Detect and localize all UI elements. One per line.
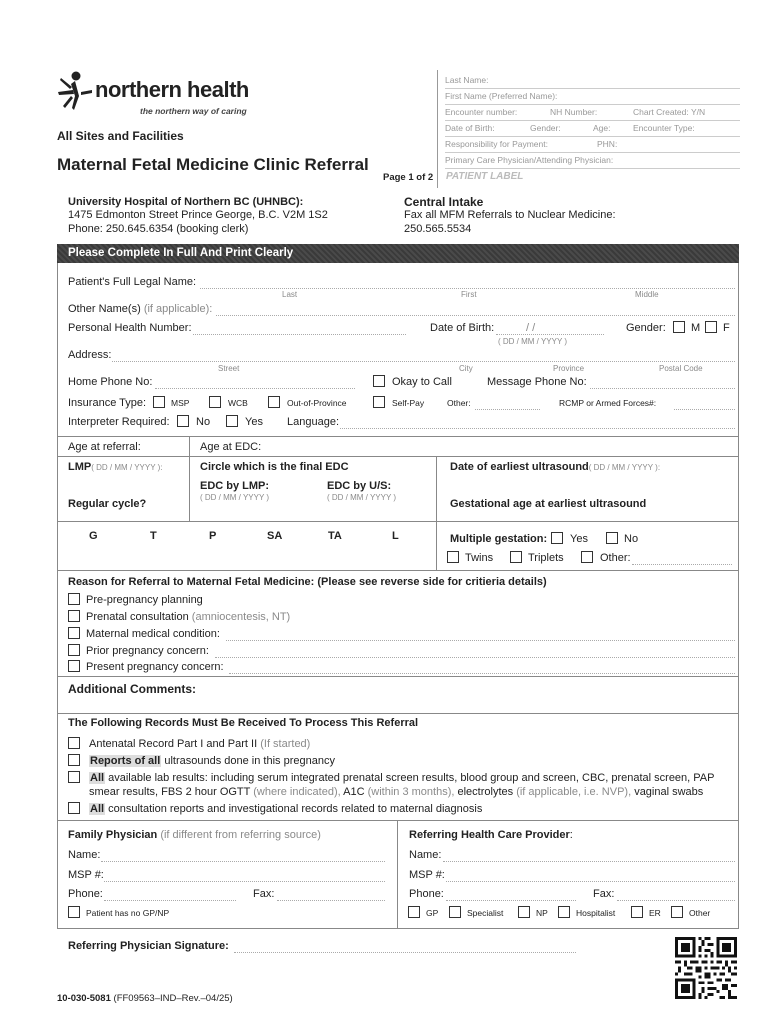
gestational-age-label: Gestational age at earliest ultrasound [450,498,647,510]
reason-prior-field[interactable] [215,657,735,658]
rcmp-field[interactable] [674,409,735,410]
instructions-banner-text: Please Complete In Full And Print Clearly [68,247,294,259]
reason-maternal-checkbox[interactable] [68,627,80,639]
first-name-caption: First [461,290,477,299]
multiple-yes-checkbox[interactable] [551,532,563,544]
no-gp-label: Patient has no GP/NP [86,908,170,918]
page-number: Page 1 of 2 [383,172,434,183]
address-label: Address: [68,349,112,361]
signature-field[interactable] [234,952,576,953]
edc-lmp-format: ( DD / MM / YYYY ) [200,493,270,502]
referring-name-label: Name: [409,849,442,861]
label-nh-number: NH Number: [550,107,598,117]
record-ultrasound-label [89,755,335,767]
multiple-gestation-label: Multiple gestation: [450,533,548,545]
referring-other-label: Other [689,908,711,918]
dob-label: Date of Birth: [430,322,495,334]
family-fax-field[interactable] [277,900,385,901]
twins-label: Twins [465,552,494,564]
gender-m-checkbox[interactable] [673,321,685,333]
label-encounter-type: Encounter Type: [633,123,695,133]
self-pay-label: Self-Pay [392,398,425,408]
other-names-note: (if applicable): [143,303,213,315]
central-intake-title: Central Intake [404,195,484,209]
insurance-other-label: Other: [447,398,471,408]
gender-f-label: F [723,322,730,334]
family-fax-label: Fax: [253,888,275,900]
label-age: Age: [593,123,611,133]
edc-lmp-label: EDC by LMP: [200,480,270,492]
record-antenatal-note: (If started) [260,738,311,750]
gtpal-ta: TA [328,530,342,542]
label-first-name: First Name (Preferred Name): [445,91,558,101]
wcb-label: WCB [228,398,248,408]
reason-maternal-field[interactable] [226,640,735,641]
lmp-format: ( DD / MM / YYYY ): [91,463,163,472]
instructions-banner [57,244,739,263]
record-lab-electrolytes-note: (if applicable, i.e. NVP), [516,786,632,798]
family-physician-title [68,829,321,841]
self-pay-checkbox[interactable] [373,396,385,408]
referring-provider-title-text: Referring Health Care Provider [409,829,570,841]
reason-prenatal-note: (amniocentesis, NT) [191,611,291,623]
msp-label: MSP [171,398,190,408]
sites-label: All Sites and Facilities [57,129,184,143]
other-names-field[interactable] [216,315,735,316]
record-lab-label [89,772,714,784]
family-name-label: Name: [68,849,101,861]
multiple-no-checkbox[interactable] [606,532,618,544]
reason-prior-label: Prior pregnancy concern: [86,645,209,657]
record-antenatal-text: Antenatal Record Part I and Part II [89,738,258,750]
gender-f-checkbox[interactable] [705,321,717,333]
referring-er-checkbox[interactable] [631,906,643,918]
message-phone-field[interactable] [590,388,735,389]
record-lab-ogtt-note: (where indicated), [253,786,341,798]
record-lab-text: available lab results: including serum integrated prenatal screen results, blood group and screen, CBC, prenatal screen, PAP [108,772,715,784]
label-phn: PHN: [597,139,618,149]
referring-specialist-label: Specialist [467,908,504,918]
language-label: Language: [287,416,339,428]
home-phone-label: Home Phone No: [68,376,153,388]
referring-name-field[interactable] [443,861,735,862]
record-consultation-checkbox[interactable] [68,802,80,814]
record-lab-electrolytes: electrolytes [457,786,514,798]
referring-provider-title [409,829,573,841]
out-of-province-checkbox[interactable] [268,396,280,408]
label-last-name: Last Name: [445,75,489,85]
central-intake-fax: 250.565.5534 [404,223,472,235]
postal-caption: Postal Code [659,364,703,373]
label-encounter-number: Encounter number: [445,107,518,117]
logo-name: northern health [95,77,249,102]
edc-us-label: EDC by U/S: [327,480,392,492]
reason-present-label: Present pregnancy concern: [86,661,224,673]
physicians-divider [397,821,398,929]
gtpal-g: G [89,530,98,542]
referring-fax-label: Fax: [593,888,615,900]
age-referral-label: Age at referral: [68,441,141,453]
interpreter-no-label: No [196,416,211,428]
label-row-encounter [445,105,740,121]
dob-field[interactable] [496,334,604,335]
referring-gp-checkbox[interactable] [408,906,420,918]
record-lab-label-line2 [89,786,703,798]
province-caption: Province [553,364,585,373]
central-intake-fax-line: Fax all MFM Referrals to Nuclear Medicine: [404,209,616,221]
interpreter-label: Interpreter Required: [68,416,170,428]
label-row-last-name [445,72,740,89]
family-name-field[interactable] [101,861,385,862]
qr-code-icon [675,937,737,999]
home-phone-field[interactable] [155,388,355,389]
obstetric-col-divider-2 [436,456,437,571]
phn-field[interactable] [193,334,406,335]
record-lab-swabs: vaginal swabs [634,786,704,798]
triplets-label: Triplets [528,552,564,564]
form-title: Maternal Fetal Medicine Clinic Referral [57,155,369,174]
gtpal-p: P [209,530,217,542]
full-name-label: Patient's Full Legal Name: [68,276,197,288]
interpreter-no-checkbox[interactable] [177,415,189,427]
lmp-label [68,461,163,473]
label-dob: Date of Birth: [445,123,495,133]
label-row-dob [445,121,740,137]
regular-cycle-label: Regular cycle? [68,498,147,510]
reason-prenatal-label [86,611,290,623]
msp-checkbox[interactable] [153,396,165,408]
referring-specialist-checkbox[interactable] [449,906,461,918]
interpreter-yes-checkbox[interactable] [226,415,238,427]
multiple-other-label: Other: [600,552,631,564]
referring-other-checkbox[interactable] [671,906,683,918]
label-row-first-name [445,89,740,105]
form-code-number: 10-030-5081 [57,993,111,1004]
circle-edc-label: Circle which is the final EDC [200,461,349,473]
referring-phone-field[interactable] [446,900,576,901]
reason-prenatal-text: Prenatal consultation [86,611,189,623]
reason-pre-pregnancy-label: Pre-pregnancy planning [86,594,203,606]
twins-checkbox[interactable] [447,551,459,563]
record-consultation-text: consultation reports and investigational records related to maternal diagnosis [108,803,483,815]
out-of-province-label: Out-of-Province [287,398,347,408]
address-field[interactable] [112,361,735,362]
referring-np-label: NP [536,908,548,918]
record-lab-a1c-note: (within 3 months), [367,786,455,798]
middle-name-caption: Middle [635,290,659,299]
record-antenatal-label [89,738,310,750]
hospital-phone: Phone: 250.645.6354 (booking clerk) [68,223,249,235]
dob-format: ( DD / MM / YYYY ) [498,337,568,346]
insurance-other-field[interactable] [475,409,540,410]
record-consultation-label [89,803,482,815]
okay-to-call-checkbox[interactable] [373,375,385,387]
other-names-label [68,303,212,315]
record-ultrasound-text: ultrasounds done in this pregnancy [164,755,335,767]
record-ultrasound-emphasis: Reports of all [90,755,161,767]
family-physician-title-text: Family Physician [68,829,158,841]
triplets-checkbox[interactable] [510,551,522,563]
earliest-us-format: ( DD / MM / YYYY ): [588,463,661,472]
family-msp-field[interactable] [104,881,385,882]
record-lab-ogtt: smear results, FBS 2 hour OGTT [89,786,251,798]
family-phone-field[interactable] [104,900,236,901]
multiple-no-label: No [624,533,639,545]
obstetric-row-divider-2 [57,521,739,522]
referring-msp-label: MSP #: [409,869,445,881]
referring-provider-colon: : [569,829,573,841]
reason-prior-checkbox[interactable] [68,644,80,656]
message-phone-label: Message Phone No: [487,376,587,388]
patient-label-box [437,70,739,188]
wcb-checkbox[interactable] [209,396,221,408]
reason-maternal-label: Maternal medical condition: [86,628,220,640]
interpreter-yes-label: Yes [245,416,263,428]
records-title: The Following Records Must Be Received To Process This Referral [68,717,419,729]
record-lab-checkbox[interactable] [68,771,80,783]
form-revision: (FF09563–IND–Rev.–04/25) [113,993,233,1004]
multiple-other-field[interactable] [632,564,732,565]
logo-tagline: the northern way of caring [140,106,247,116]
record-ultrasound-checkbox[interactable] [68,754,80,766]
label-gender: Gender: [530,123,561,133]
phn-label: Personal Health Number: [68,322,192,334]
street-caption: Street [218,364,240,373]
referring-fax-field[interactable] [617,900,735,901]
form-code [57,993,233,1004]
northern-health-logo-icon [55,70,95,114]
referring-phone-label: Phone: [409,888,444,900]
edc-us-format: ( DD / MM / YYYY ) [327,493,397,502]
reason-prenatal-checkbox[interactable] [68,610,80,622]
signature-label: Referring Physician Signature: [68,940,229,952]
city-caption: City [459,364,473,373]
referring-msp-field[interactable] [446,881,735,882]
gtpal-sa: SA [267,530,283,542]
label-chart-created: Chart Created: Y/N [633,107,706,117]
record-lab-a1c: A1C [343,786,365,798]
reason-title: Reason for Referral to Maternal Fetal Medicine: (Please see reverse side for critieria details) [68,576,547,588]
full-name-field[interactable] [200,288,735,289]
okay-to-call-label: Okay to Call [392,376,452,388]
multiple-other-checkbox[interactable] [581,551,593,563]
referring-gp-label: GP [426,908,439,918]
insurance-label: Insurance Type: [68,397,147,409]
other-names-text: Other Name(s) [68,303,141,315]
label-row-payment [445,137,740,153]
family-physician-note: (if different from referring source) [160,829,321,841]
reason-present-field[interactable] [229,673,735,674]
gtpal-l: L [392,530,399,542]
lmp-text: LMP [68,461,92,473]
label-responsibility: Responsibility for Payment: [445,139,548,149]
gender-m-label: M [691,322,701,334]
hospital-name: University Hospital of Northern BC (UHNBC): [68,196,304,208]
gender-label: Gender: [626,322,666,334]
reason-present-checkbox[interactable] [68,660,80,672]
obstetric-row-divider-1 [57,456,739,457]
record-consultation-emphasis: All [90,803,105,815]
reason-pre-pregnancy-checkbox[interactable] [68,593,80,605]
comments-label: Additional Comments: [68,682,196,696]
label-row-physician [445,153,740,169]
patient-label-text: PATIENT LABEL [446,171,524,182]
no-gp-checkbox[interactable] [68,906,80,918]
logo [55,70,249,120]
multiple-yes-label: Yes [570,533,588,545]
dob-slashes: / / [526,322,536,334]
referring-hospitalist-checkbox[interactable] [558,906,570,918]
family-phone-label: Phone: [68,888,103,900]
earliest-us-text: Date of earliest ultrasound [450,461,589,473]
rcmp-label: RCMP or Armed Forces#: [559,398,657,408]
referring-er-label: ER [649,908,661,918]
referring-hospitalist-label: Hospitalist [576,908,616,918]
earliest-us-label [450,461,660,473]
hospital-address: 1475 Edmonton Street Prince George, B.C. V2M 1S2 [68,209,328,221]
gtpal-t: T [150,530,157,542]
label-primary-physician: Primary Care Physician/Attending Physician: [445,155,614,165]
last-name-caption: Last [282,290,298,299]
age-edc-label: Age at EDC: [200,441,262,453]
referring-np-checkbox[interactable] [518,906,530,918]
family-msp-label: MSP #: [68,869,104,881]
language-field[interactable] [340,428,735,429]
obstetric-col-divider-1 [189,437,190,521]
record-antenatal-checkbox[interactable] [68,737,80,749]
record-lab-emphasis: All [90,772,105,784]
